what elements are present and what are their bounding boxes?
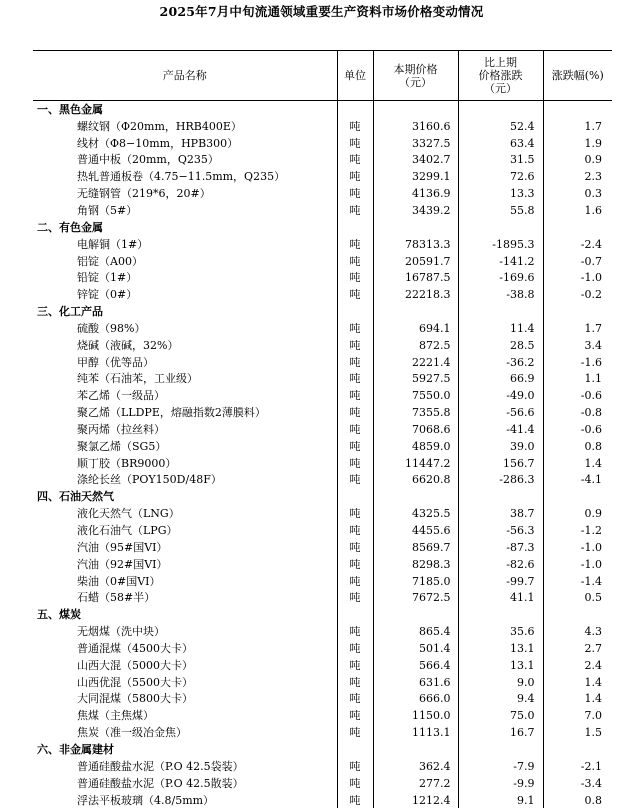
price-cell: 8569.7: [373, 539, 458, 556]
price-cell: 5927.5: [373, 371, 458, 388]
change-cell: -286.3: [458, 472, 543, 489]
change-cell: 11.4: [458, 320, 543, 337]
price-cell: 11447.2: [373, 455, 458, 472]
price-cell: 4455.6: [373, 522, 458, 539]
change-cell: 38.7: [458, 505, 543, 522]
product-name: 汽油（95#国VI）: [33, 539, 337, 556]
change-cell: -87.3: [458, 539, 543, 556]
header-unit: 单位: [337, 51, 373, 101]
product-name: 甲醇（优等品）: [33, 354, 337, 371]
pct-cell: 7.0: [584, 709, 602, 723]
empty-cell: [373, 101, 458, 118]
pct-cell: 0.5: [584, 591, 602, 605]
table-row: [33, 118, 612, 135]
price-cell: 7672.5: [373, 589, 458, 606]
empty-cell: [543, 101, 612, 118]
table-row: [33, 623, 612, 640]
pct-cell: -0.2: [580, 288, 602, 302]
category-row: [33, 101, 612, 118]
table-row: [33, 674, 612, 691]
product-name: 聚氯乙烯（SG5）: [33, 438, 337, 455]
header-change: 比上期 价格涨跌 （元）: [458, 51, 543, 101]
change-cell: -9.9: [458, 775, 543, 792]
change-cell: 72.6: [458, 168, 543, 185]
pct-cell: -4.1: [580, 473, 602, 487]
price-cell: 3327.5: [373, 135, 458, 152]
empty-cell: [543, 488, 612, 505]
pct-cell: -3.4: [580, 776, 602, 790]
price-cell: 3160.6: [373, 118, 458, 135]
product-name: 铝锭（A00）: [33, 253, 337, 270]
table-row: [33, 152, 612, 169]
change-cell: -38.8: [458, 286, 543, 303]
pct-cell: 2.3: [584, 170, 602, 184]
change-cell: 13.1: [458, 640, 543, 657]
change-cell: 16.7: [458, 724, 543, 741]
unit-cell: 吨: [337, 623, 373, 640]
unit-cell: 吨: [337, 775, 373, 792]
product-name: 普通硅酸盐水泥（P.O 42.5袋装）: [33, 758, 337, 775]
pct-cell: 1.6: [584, 203, 602, 217]
page-title: 2025年7月中旬流通领域重要生产资料市场价格变动情况: [159, 4, 484, 19]
table-row: [33, 236, 612, 253]
unit-cell: 吨: [337, 202, 373, 219]
pct-cell: -0.7: [580, 254, 602, 268]
product-name: 苯乙烯（一级品）: [33, 387, 337, 404]
unit-cell: 吨: [337, 421, 373, 438]
unit-cell: 吨: [337, 724, 373, 741]
product-name: 热轧普通板卷（4.75−11.5mm，Q235）: [33, 168, 337, 185]
price-cell: 7355.8: [373, 404, 458, 421]
price-cell: 566.4: [373, 657, 458, 674]
pct-cell: -0.8: [580, 406, 602, 420]
change-cell: 9.4: [458, 691, 543, 708]
price-cell: 3299.1: [373, 168, 458, 185]
table-row: [33, 472, 612, 489]
product-name: 烧碱（液碱，32%）: [33, 337, 337, 354]
pct-cell: 1.5: [584, 726, 602, 740]
pct-cell: 1.7: [584, 321, 602, 335]
table-row: [33, 337, 612, 354]
product-name: 普通中板（20mm，Q235）: [33, 152, 337, 169]
price-table: [33, 50, 612, 808]
change-cell: 75.0: [458, 707, 543, 724]
change-cell: 35.6: [458, 623, 543, 640]
product-name: 电解铜（1#）: [33, 236, 337, 253]
unit-cell: 吨: [337, 387, 373, 404]
price-cell: 1150.0: [373, 707, 458, 724]
unit-cell: 吨: [337, 236, 373, 253]
table-row: [33, 354, 612, 371]
table-row: [33, 573, 612, 590]
table-row: [33, 539, 612, 556]
table-row: [33, 320, 612, 337]
price-cell: 4136.9: [373, 185, 458, 202]
price-cell: 7068.6: [373, 421, 458, 438]
pct-cell: -1.4: [580, 574, 602, 588]
product-name: 浮法平板玻璃（4.8/5mm）: [33, 792, 337, 809]
table-row: [33, 505, 612, 522]
pct-cell: 0.3: [584, 187, 602, 201]
change-cell: -1895.3: [458, 236, 543, 253]
header-pct: 涨跌幅(%): [543, 51, 612, 101]
price-cell: 7550.0: [373, 387, 458, 404]
empty-cell: [337, 303, 373, 320]
change-cell: 9.0: [458, 674, 543, 691]
category-name: 一、黑色金属: [33, 101, 337, 118]
product-name: 大同混煤（5800大卡）: [33, 691, 337, 708]
pct-cell: 1.9: [584, 136, 602, 150]
product-name: 纯苯（石油苯，工业级）: [33, 371, 337, 388]
category-row: [33, 606, 612, 623]
unit-cell: 吨: [337, 707, 373, 724]
pct-cell: 1.7: [584, 119, 602, 133]
table-row: [33, 758, 612, 775]
change-cell: -36.2: [458, 354, 543, 371]
change-cell: 156.7: [458, 455, 543, 472]
change-cell: -141.2: [458, 253, 543, 270]
empty-cell: [373, 741, 458, 758]
unit-cell: 吨: [337, 438, 373, 455]
pct-cell: 0.9: [584, 507, 602, 521]
unit-cell: 吨: [337, 152, 373, 169]
change-cell: -7.9: [458, 758, 543, 775]
product-name: 无缝钢管（219*6，20#）: [33, 185, 337, 202]
change-cell: 13.1: [458, 657, 543, 674]
unit-cell: 吨: [337, 505, 373, 522]
category-name: 六、非金属建材: [33, 741, 337, 758]
table-row: [33, 724, 612, 741]
empty-cell: [458, 488, 543, 505]
table-row: [33, 438, 612, 455]
unit-cell: 吨: [337, 589, 373, 606]
price-cell: 6620.8: [373, 472, 458, 489]
price-cell: 501.4: [373, 640, 458, 657]
price-cell: 22218.3: [373, 286, 458, 303]
price-cell: 3439.2: [373, 202, 458, 219]
pct-cell: 0.8: [584, 793, 602, 807]
table-body: [33, 101, 612, 809]
change-cell: 63.4: [458, 135, 543, 152]
unit-cell: 吨: [337, 539, 373, 556]
table-row: [33, 691, 612, 708]
table-row: [33, 253, 612, 270]
header-row: [33, 51, 612, 101]
unit-cell: 吨: [337, 640, 373, 657]
change-cell: 13.3: [458, 185, 543, 202]
category-name: 二、有色金属: [33, 219, 337, 236]
change-cell: 39.0: [458, 438, 543, 455]
table-row: [33, 185, 612, 202]
product-name: 焦煤（主焦煤）: [33, 707, 337, 724]
table-row: [33, 707, 612, 724]
price-cell: 865.4: [373, 623, 458, 640]
empty-cell: [337, 101, 373, 118]
pct-cell: 0.8: [584, 439, 602, 453]
price-cell: 7185.0: [373, 573, 458, 590]
product-name: 螺纹钢（Φ20mm，HRB400E）: [33, 118, 337, 135]
unit-cell: 吨: [337, 573, 373, 590]
unit-cell: 吨: [337, 404, 373, 421]
unit-cell: 吨: [337, 792, 373, 809]
empty-cell: [543, 219, 612, 236]
price-cell: 16787.5: [373, 269, 458, 286]
empty-cell: [458, 606, 543, 623]
product-name: 液化天然气（LNG）: [33, 505, 337, 522]
table-row: [33, 657, 612, 674]
unit-cell: 吨: [337, 253, 373, 270]
empty-cell: [543, 303, 612, 320]
table-row: [33, 589, 612, 606]
product-name: 汽油（92#国VI）: [33, 556, 337, 573]
pct-cell: -1.0: [580, 271, 602, 285]
empty-cell: [458, 219, 543, 236]
change-cell: 31.5: [458, 152, 543, 169]
price-cell: 362.4: [373, 758, 458, 775]
table-row: [33, 269, 612, 286]
category-row: [33, 488, 612, 505]
pct-cell: 3.4: [584, 338, 602, 352]
product-name: 焦炭（准一级冶金焦）: [33, 724, 337, 741]
table-row: [33, 556, 612, 573]
product-name: 涤纶长丝（POY150D/48F）: [33, 472, 337, 489]
price-cell: 277.2: [373, 775, 458, 792]
empty-cell: [337, 606, 373, 623]
product-name: 液化石油气（LPG）: [33, 522, 337, 539]
change-cell: 9.1: [458, 792, 543, 809]
product-name: 普通混煤（4500大卡）: [33, 640, 337, 657]
product-name: 柴油（0#国VI）: [33, 573, 337, 590]
pct-cell: -1.0: [580, 557, 602, 571]
pct-cell: 2.4: [584, 658, 602, 672]
empty-cell: [458, 303, 543, 320]
unit-cell: 吨: [337, 674, 373, 691]
price-cell: 2221.4: [373, 354, 458, 371]
price-cell: 631.6: [373, 674, 458, 691]
change-cell: -169.6: [458, 269, 543, 286]
pct-cell: 1.4: [584, 675, 602, 689]
unit-cell: 吨: [337, 522, 373, 539]
product-name: 无烟煤（洗中块）: [33, 623, 337, 640]
change-cell: -99.7: [458, 573, 543, 590]
unit-cell: 吨: [337, 337, 373, 354]
change-cell: -56.6: [458, 404, 543, 421]
category-name: 四、石油天然气: [33, 488, 337, 505]
pct-cell: -2.4: [580, 237, 602, 251]
table-row: [33, 371, 612, 388]
table-row: [33, 135, 612, 152]
unit-cell: 吨: [337, 269, 373, 286]
empty-cell: [373, 303, 458, 320]
change-cell: -56.3: [458, 522, 543, 539]
unit-cell: 吨: [337, 168, 373, 185]
empty-cell: [458, 101, 543, 118]
table-header: [33, 51, 612, 101]
change-cell: 41.1: [458, 589, 543, 606]
pct-cell: 1.1: [584, 372, 602, 386]
header-product-name: 产品名称: [33, 51, 337, 101]
table-row: [33, 387, 612, 404]
pct-cell: -2.1: [580, 759, 602, 773]
unit-cell: 吨: [337, 286, 373, 303]
change-cell: -82.6: [458, 556, 543, 573]
product-name: 聚乙烯（LLDPE，熔融指数2薄膜料）: [33, 404, 337, 421]
empty-cell: [373, 606, 458, 623]
unit-cell: 吨: [337, 758, 373, 775]
change-cell: 66.9: [458, 371, 543, 388]
price-cell: 4859.0: [373, 438, 458, 455]
unit-cell: 吨: [337, 455, 373, 472]
table-row: [33, 286, 612, 303]
change-cell: -49.0: [458, 387, 543, 404]
product-name: 山西大混（5000大卡）: [33, 657, 337, 674]
unit-cell: 吨: [337, 556, 373, 573]
price-cell: 3402.7: [373, 152, 458, 169]
change-cell: 52.4: [458, 118, 543, 135]
unit-cell: 吨: [337, 135, 373, 152]
product-name: 角钢（5#）: [33, 202, 337, 219]
category-row: [33, 303, 612, 320]
product-name: 顺丁胶（BR9000）: [33, 455, 337, 472]
empty-cell: [337, 219, 373, 236]
unit-cell: 吨: [337, 185, 373, 202]
empty-cell: [458, 741, 543, 758]
category-name: 五、煤炭: [33, 606, 337, 623]
empty-cell: [337, 488, 373, 505]
product-name: 硫酸（98%）: [33, 320, 337, 337]
pct-cell: -1.0: [580, 540, 602, 554]
table-row: [33, 202, 612, 219]
product-name: 聚丙烯（拉丝料）: [33, 421, 337, 438]
table-row: [33, 168, 612, 185]
price-cell: 78313.3: [373, 236, 458, 253]
pct-cell: 4.3: [584, 625, 602, 639]
empty-cell: [543, 606, 612, 623]
pct-cell: -0.6: [580, 422, 602, 436]
unit-cell: 吨: [337, 657, 373, 674]
empty-cell: [543, 741, 612, 758]
empty-cell: [337, 741, 373, 758]
unit-cell: 吨: [337, 691, 373, 708]
product-name: 线材（Φ8−10mm，HPB300）: [33, 135, 337, 152]
product-name: 锌锭（0#）: [33, 286, 337, 303]
product-name: 普通硅酸盐水泥（P.O 42.5散装）: [33, 775, 337, 792]
price-cell: 4325.5: [373, 505, 458, 522]
price-cell: 20591.7: [373, 253, 458, 270]
pct-cell: -0.6: [580, 389, 602, 403]
price-cell: 1113.1: [373, 724, 458, 741]
pct-cell: 2.7: [584, 641, 602, 655]
pct-cell: 0.9: [584, 153, 602, 167]
price-cell: 666.0: [373, 691, 458, 708]
category-row: [33, 219, 612, 236]
table-row: [33, 421, 612, 438]
price-cell: 8298.3: [373, 556, 458, 573]
table-row: [33, 775, 612, 792]
unit-cell: 吨: [337, 354, 373, 371]
product-name: 山西优混（5500大卡）: [33, 674, 337, 691]
change-cell: -41.4: [458, 421, 543, 438]
unit-cell: 吨: [337, 472, 373, 489]
product-name: 石蜡（58#半）: [33, 589, 337, 606]
header-price: 本期价格 （元）: [373, 51, 458, 101]
price-cell: 694.1: [373, 320, 458, 337]
table-row: [33, 404, 612, 421]
price-cell: 872.5: [373, 337, 458, 354]
table-row: [33, 640, 612, 657]
empty-cell: [373, 219, 458, 236]
table-row: [33, 455, 612, 472]
table-row: [33, 522, 612, 539]
pct-cell: -1.2: [580, 524, 602, 538]
price-cell: 1212.4: [373, 792, 458, 809]
pct-cell: 1.4: [584, 692, 602, 706]
product-name: 铅锭（1#）: [33, 269, 337, 286]
pct-cell: 1.4: [584, 456, 602, 470]
category-row: [33, 741, 612, 758]
category-name: 三、化工产品: [33, 303, 337, 320]
pct-cell: -1.6: [580, 355, 602, 369]
change-cell: 55.8: [458, 202, 543, 219]
unit-cell: 吨: [337, 320, 373, 337]
unit-cell: 吨: [337, 118, 373, 135]
empty-cell: [373, 488, 458, 505]
unit-cell: 吨: [337, 371, 373, 388]
table-row: [33, 792, 612, 809]
change-cell: 28.5: [458, 337, 543, 354]
